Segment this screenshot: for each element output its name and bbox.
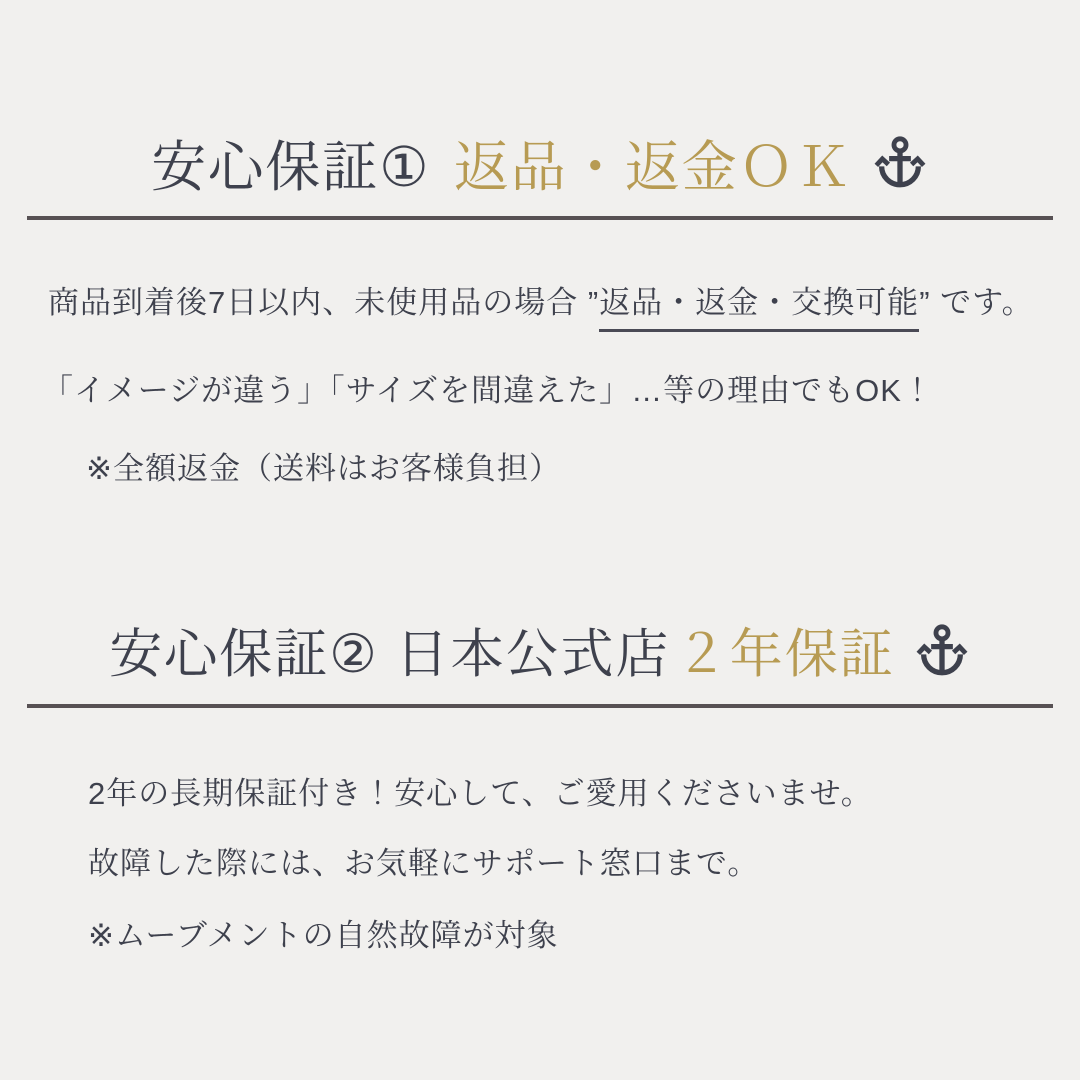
section1-title-highlight: 返品・返金ＯＫ [453, 135, 853, 198]
section2-title-label: 安心保証② 日本公式店 [109, 625, 671, 684]
warranty-scope-note: ※ムーブメントの自然故障が対象 [88, 918, 559, 953]
return-reasons-line: 「イメージが違う」「サイズを間違えた」…等の理由でもOK！ [42, 373, 934, 408]
return-policy-line [48, 284, 1044, 332]
anchor-icon [871, 133, 929, 191]
warranty-duration-line: 2年の長期保証付き！安心して、ご愛用くださいませ。 [88, 776, 873, 811]
support-contact-line: 故障した際には、お気軽にサポート窓口まで。 [88, 846, 760, 881]
section2-body [0, 774, 1080, 956]
return-policy-pre: 商品到着後7日以内、未使用品の場合 ” [48, 285, 600, 320]
refund-note-line: ※全額返金（送料はお客様負担） [86, 451, 561, 486]
divider-rule [27, 704, 1053, 708]
section1-body [0, 284, 1080, 488]
section-return-guarantee [0, 126, 1080, 488]
section1-title [0, 126, 1080, 198]
section1-title-label: 安心保証① [151, 135, 431, 198]
anchor-icon [913, 621, 971, 679]
return-policy-post: ” です。 [919, 285, 1034, 320]
divider-rule [27, 216, 1053, 220]
section2-title-highlight: ２年保証 [674, 625, 895, 684]
section-two-year-warranty [0, 614, 1080, 956]
section2-title [0, 614, 1080, 686]
return-policy-underlined: 返品・返金・交換可能 [599, 284, 919, 332]
